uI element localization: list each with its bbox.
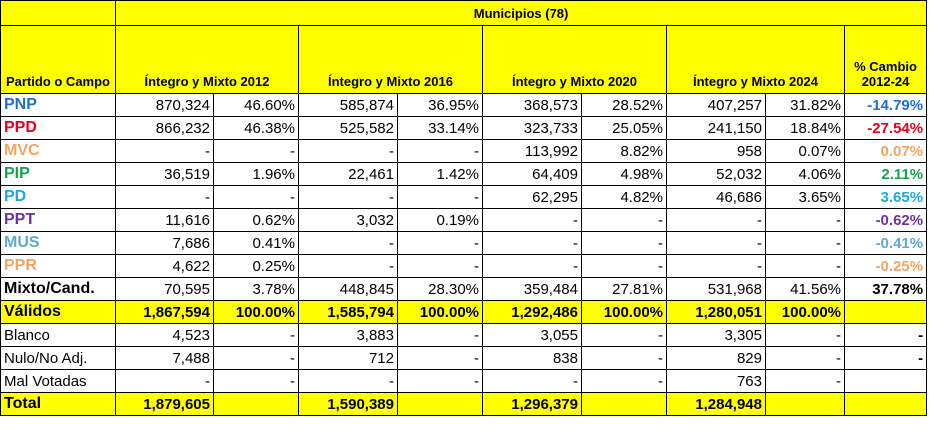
table-cell: 958 — [667, 140, 766, 163]
table-cell: 7,686 — [116, 232, 214, 255]
table-row — [1, 94, 927, 117]
table-row — [1, 232, 927, 255]
table-cell: - — [398, 370, 483, 393]
table-cell: 70,595 — [116, 278, 214, 301]
table-cell: 323,733 — [483, 117, 582, 140]
change-cell: - — [845, 347, 927, 370]
table-cell: - — [214, 324, 299, 347]
table-cell: - — [116, 186, 214, 209]
table-cell: - — [582, 324, 667, 347]
row-label: Nulo/No Adj. — [1, 347, 116, 370]
table-cell: - — [766, 209, 845, 232]
change-cell: 37.78% — [845, 278, 927, 301]
row-label: Válidos — [1, 301, 116, 324]
table-cell: 585,874 — [299, 94, 398, 117]
table-cell: - — [483, 255, 582, 278]
table-cell: - — [667, 232, 766, 255]
table-cell: 11,616 — [116, 209, 214, 232]
table-cell: 0.25% — [214, 255, 299, 278]
table-cell: - — [299, 232, 398, 255]
table-cell: - — [299, 255, 398, 278]
table-row — [1, 209, 927, 232]
year-header-2024: Íntegro y Mixto 2024 — [667, 26, 845, 94]
row-label: Mixto/Cand. — [1, 278, 116, 301]
table-cell: 100.00% — [398, 301, 483, 324]
change-cell: -27.54% — [845, 117, 927, 140]
table-cell: 1,879,605 — [116, 393, 214, 416]
table-cell: - — [483, 370, 582, 393]
table-cell: - — [766, 232, 845, 255]
table-row — [1, 301, 927, 324]
table-cell: - — [398, 255, 483, 278]
table-cell — [582, 393, 667, 416]
table-cell: 0.62% — [214, 209, 299, 232]
table-cell: 829 — [667, 347, 766, 370]
table-cell — [214, 393, 299, 416]
change-cell: 3.65% — [845, 186, 927, 209]
table-cell: 18.84% — [766, 117, 845, 140]
table-row — [1, 140, 927, 163]
table-cell: 1,585,794 — [299, 301, 398, 324]
table-cell: - — [766, 255, 845, 278]
change-cell: 2.11% — [845, 163, 927, 186]
row-label: Blanco — [1, 324, 116, 347]
table-cell: 27.81% — [582, 278, 667, 301]
table-cell: - — [299, 370, 398, 393]
table-cell: - — [483, 209, 582, 232]
table-row — [1, 186, 927, 209]
table-cell: - — [398, 186, 483, 209]
table-cell: - — [582, 370, 667, 393]
row-label: PPD — [1, 117, 116, 140]
table-cell: 8.82% — [582, 140, 667, 163]
table-row — [1, 370, 927, 393]
table-cell: 359,484 — [483, 278, 582, 301]
table-cell: 241,150 — [667, 117, 766, 140]
table-row — [1, 347, 927, 370]
corner-cell — [1, 1, 116, 26]
table-cell: - — [398, 140, 483, 163]
table-cell: - — [299, 186, 398, 209]
table-cell: 3.78% — [214, 278, 299, 301]
table-cell: 36,519 — [116, 163, 214, 186]
change-cell: -14.79% — [845, 94, 927, 117]
table-cell — [398, 393, 483, 416]
table-cell: 25.05% — [582, 117, 667, 140]
row-label: PPT — [1, 209, 116, 232]
table-cell: 525,582 — [299, 117, 398, 140]
row-label: PPR — [1, 255, 116, 278]
table-row — [1, 117, 927, 140]
change-cell: - — [845, 324, 927, 347]
table-cell: 28.30% — [398, 278, 483, 301]
row-label: PNP — [1, 94, 116, 117]
change-cell — [845, 301, 927, 324]
table-cell: 3,305 — [667, 324, 766, 347]
table-cell: - — [483, 232, 582, 255]
row-label: PD — [1, 186, 116, 209]
table-cell: 870,324 — [116, 94, 214, 117]
table-cell: - — [667, 255, 766, 278]
row-label: Mal Votadas — [1, 370, 116, 393]
change-column-header: % Cambio 2012-24 — [845, 26, 927, 94]
table-cell: 0.41% — [214, 232, 299, 255]
table-cell: 1,296,379 — [483, 393, 582, 416]
table-cell: 368,573 — [483, 94, 582, 117]
year-header-2016: Íntegro y Mixto 2016 — [299, 26, 483, 94]
table-cell: 448,845 — [299, 278, 398, 301]
change-cell: 0.07% — [845, 140, 927, 163]
table-cell: - — [398, 347, 483, 370]
table-cell: 0.07% — [766, 140, 845, 163]
table-cell: 3.65% — [766, 186, 845, 209]
table-cell: 113,992 — [483, 140, 582, 163]
table-cell: 1,867,594 — [116, 301, 214, 324]
table-cell: 1,590,389 — [299, 393, 398, 416]
table-cell: 1.96% — [214, 163, 299, 186]
table-cell: - — [582, 209, 667, 232]
table-cell: 712 — [299, 347, 398, 370]
row-label: Total — [1, 393, 116, 416]
table-cell: - — [766, 347, 845, 370]
table-cell: - — [766, 370, 845, 393]
table-cell: 100.00% — [582, 301, 667, 324]
table-row — [1, 278, 927, 301]
group-title: Municipios (78) — [116, 1, 927, 26]
table-cell: 4,622 — [116, 255, 214, 278]
table-row — [1, 163, 927, 186]
table-row — [1, 324, 927, 347]
party-column-header: Partido o Campo — [1, 26, 116, 94]
table-cell: 531,968 — [667, 278, 766, 301]
table-cell: 4,523 — [116, 324, 214, 347]
table-cell: - — [398, 324, 483, 347]
table-cell: 1,284,948 — [667, 393, 766, 416]
table-cell: 4.82% — [582, 186, 667, 209]
row-label: PIP — [1, 163, 116, 186]
table-cell: 41.56% — [766, 278, 845, 301]
table-cell: 1,292,486 — [483, 301, 582, 324]
table-cell: 0.19% — [398, 209, 483, 232]
table-row — [1, 255, 927, 278]
table-cell: - — [667, 209, 766, 232]
table-cell: 64,409 — [483, 163, 582, 186]
change-cell: -0.25% — [845, 255, 927, 278]
table-cell: - — [214, 370, 299, 393]
table-cell: 4.98% — [582, 163, 667, 186]
table-cell: - — [116, 370, 214, 393]
change-cell: -0.41% — [845, 232, 927, 255]
table-row — [1, 393, 927, 416]
table-cell: 28.52% — [582, 94, 667, 117]
table-cell: 3,055 — [483, 324, 582, 347]
table-cell: 763 — [667, 370, 766, 393]
row-label: MVC — [1, 140, 116, 163]
table-cell: - — [582, 255, 667, 278]
table-cell: - — [214, 186, 299, 209]
table-cell: - — [299, 140, 398, 163]
table-cell: - — [582, 232, 667, 255]
table-cell: 3,032 — [299, 209, 398, 232]
table-cell: 100.00% — [766, 301, 845, 324]
table-cell: - — [398, 232, 483, 255]
table-cell: 46.60% — [214, 94, 299, 117]
table-cell: - — [214, 347, 299, 370]
table-cell: 46.38% — [214, 117, 299, 140]
table-cell: 4.06% — [766, 163, 845, 186]
table-cell: 866,232 — [116, 117, 214, 140]
row-label: MUS — [1, 232, 116, 255]
table-cell: 46,686 — [667, 186, 766, 209]
table-cell: - — [214, 140, 299, 163]
table-cell: - — [766, 324, 845, 347]
table-cell: 22,461 — [299, 163, 398, 186]
table-cell: 31.82% — [766, 94, 845, 117]
change-cell — [845, 370, 927, 393]
table-cell: 1,280,051 — [667, 301, 766, 324]
year-header-2020: Íntegro y Mixto 2020 — [483, 26, 667, 94]
table-cell: 33.14% — [398, 117, 483, 140]
change-cell — [845, 393, 927, 416]
table-cell: 838 — [483, 347, 582, 370]
table-cell: - — [582, 347, 667, 370]
table-cell: 36.95% — [398, 94, 483, 117]
table-cell: 52,032 — [667, 163, 766, 186]
table-cell: 1.42% — [398, 163, 483, 186]
change-cell: -0.62% — [845, 209, 927, 232]
table-cell: - — [116, 140, 214, 163]
year-header-2012: Íntegro y Mixto 2012 — [116, 26, 299, 94]
table-cell: 7,488 — [116, 347, 214, 370]
table-cell: 3,883 — [299, 324, 398, 347]
table-cell: 62,295 — [483, 186, 582, 209]
table-cell — [766, 393, 845, 416]
table-cell: 100.00% — [214, 301, 299, 324]
table-cell: 407,257 — [667, 94, 766, 117]
